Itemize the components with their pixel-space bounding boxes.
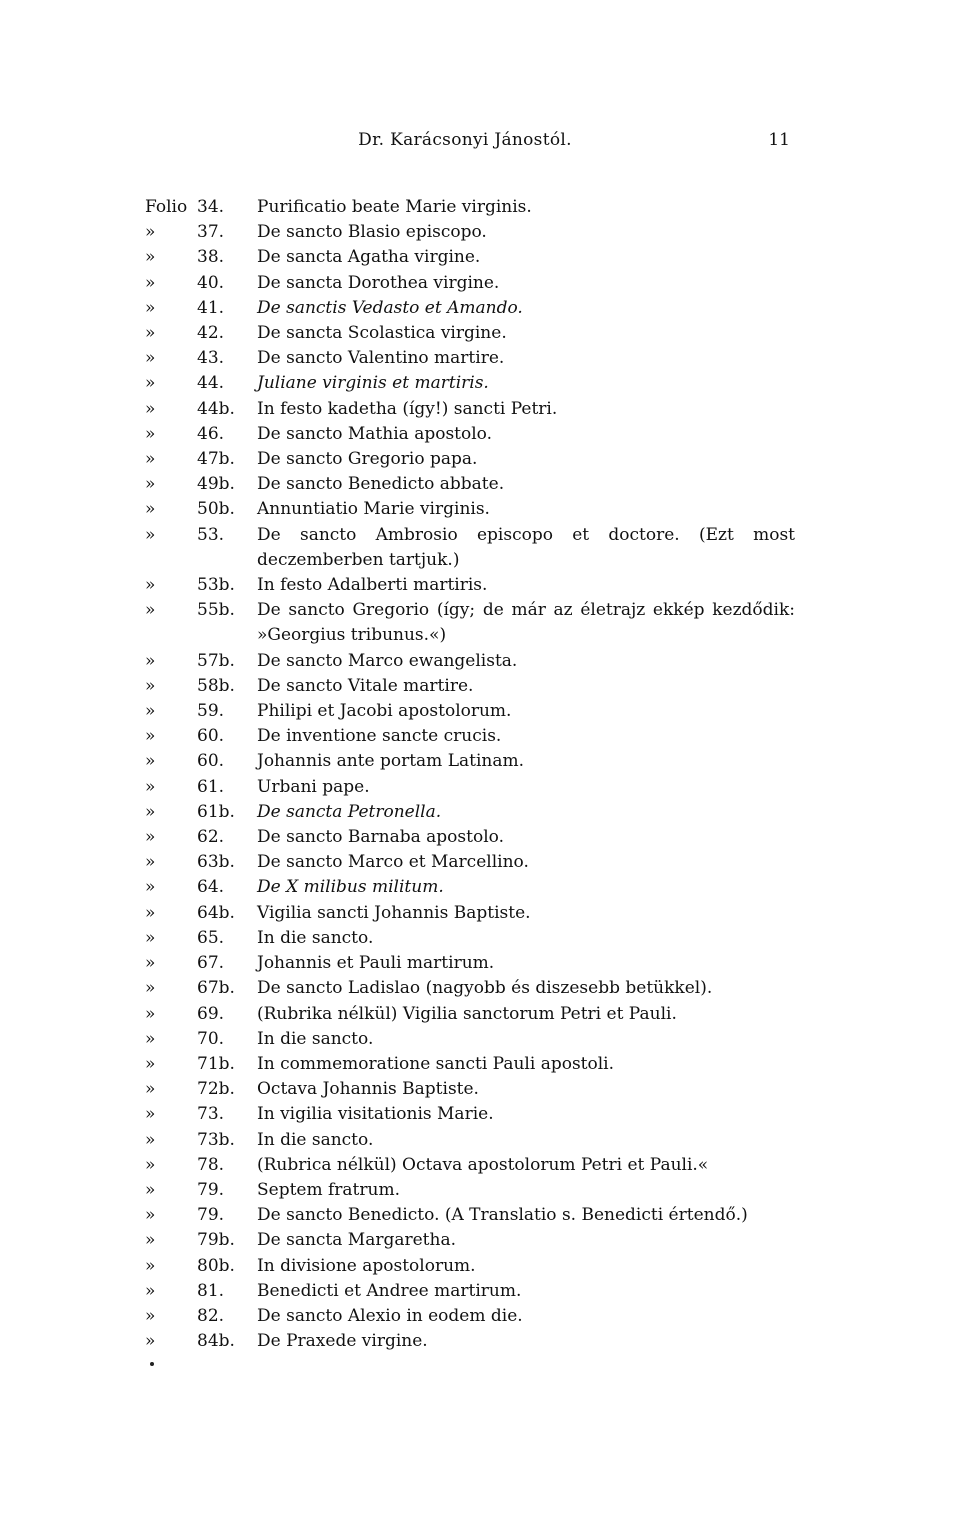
folio-label: » <box>145 1331 156 1352</box>
entry-text: De sancto Valentino martire. <box>257 348 505 369</box>
entry-text: De sancto Alexio in eodem die. <box>257 1305 523 1326</box>
entry-text: De sancta Dorothea virgine. <box>257 272 500 293</box>
folio-number: 61b. <box>197 801 235 822</box>
entry-text: De sancto Blasio episcopo. <box>257 222 487 243</box>
entry-text: (Rubrica nélkül) Octava apostolorum Petri et Pauli.« <box>257 1154 709 1175</box>
entry-text: De sancta Agatha virgine. <box>257 247 481 268</box>
folio-label: Folio <box>145 197 188 217</box>
folio-label: » <box>145 272 156 293</box>
list-item <box>145 321 795 346</box>
entry-text: De sanctis Vedasto et Amando. <box>257 297 523 318</box>
list-item <box>145 976 795 1001</box>
folio-label: » <box>145 675 156 696</box>
entry-text: In die sancto. <box>257 1129 374 1150</box>
list-item <box>145 901 795 926</box>
folio-label: » <box>145 474 156 495</box>
folio-label: » <box>145 1053 156 1074</box>
list-item <box>145 825 795 850</box>
entry-text: (Rubrika nélkül) Vigilia sanctorum Petri et Pauli. <box>257 1003 677 1024</box>
folio-number: 57b. <box>197 650 235 671</box>
folio-number: 34. <box>197 197 225 217</box>
folio-label: » <box>145 776 156 797</box>
folio-number: 50b. <box>197 499 235 520</box>
folio-number: 73. <box>197 1104 225 1125</box>
folio-label: » <box>145 927 156 948</box>
folio-label: » <box>145 1104 156 1125</box>
folio-label: » <box>145 852 156 873</box>
list-item <box>145 1304 795 1329</box>
page-number: 11 <box>768 130 790 150</box>
folio-label: » <box>145 701 156 722</box>
folio-number: 60. <box>197 726 225 747</box>
list-item <box>145 497 795 522</box>
list-item <box>145 1052 795 1077</box>
folio-number: 43. <box>197 348 225 369</box>
entry-text: De sancto Vitale martire. <box>257 675 474 696</box>
list-item <box>145 195 795 220</box>
folio-label: » <box>145 373 156 394</box>
list-item <box>145 1178 795 1203</box>
folio-label: » <box>145 600 156 621</box>
list-item <box>145 724 795 749</box>
list-item <box>145 1228 795 1253</box>
folio-number: 49b. <box>197 474 235 495</box>
folio-number: 37. <box>197 222 225 243</box>
list-item <box>145 1279 795 1304</box>
entry-text: In festo kadetha (így!) sancti Petri. <box>257 398 558 419</box>
folio-number: 41. <box>197 297 225 318</box>
ink-speck <box>150 1362 154 1366</box>
entry-text: In die sancto. <box>257 1028 374 1049</box>
entry-text: Philipi et Jacobi apostolorum. <box>257 701 512 722</box>
folio-label: » <box>145 524 156 545</box>
entry-text: Benedicti et Andree martirum. <box>257 1280 522 1301</box>
list-item <box>145 1102 795 1127</box>
folio-label: » <box>145 650 156 671</box>
list-item <box>145 271 795 296</box>
folio-label: » <box>145 726 156 747</box>
list-item <box>145 775 795 800</box>
list-item <box>145 1153 795 1178</box>
entry-text: Septem fratrum. <box>257 1179 400 1200</box>
list-item <box>145 850 795 875</box>
folio-number: 64b. <box>197 902 235 923</box>
entry-text: In die sancto. <box>257 927 374 948</box>
folio-number: 70. <box>197 1028 225 1049</box>
folio-number: 69. <box>197 1003 225 1024</box>
folio-number: 84b. <box>197 1331 235 1352</box>
list-item <box>145 1203 795 1228</box>
folio-label: » <box>145 1003 156 1024</box>
entry-text: De sancto Benedicto abbate. <box>257 474 505 495</box>
folio-label: » <box>145 1230 156 1251</box>
list-item <box>145 447 795 472</box>
list-item <box>145 346 795 371</box>
entry-text: De sancto Gregorio (így; de már az életrajz ekkép kezdődik: »Georgius tribunus.«) <box>257 600 795 646</box>
list-item <box>145 749 795 774</box>
folio-number: 38. <box>197 247 225 268</box>
list-item <box>145 472 795 497</box>
list-item <box>145 951 795 976</box>
list-item <box>145 1002 795 1027</box>
folio-number: 78. <box>197 1154 225 1175</box>
folio-label: » <box>145 423 156 444</box>
folio-number: 55b. <box>197 600 235 621</box>
list-item <box>145 699 795 724</box>
entry-text: De sancto Barnaba apostolo. <box>257 827 504 848</box>
list-item <box>145 573 795 598</box>
entry-text: Vigilia sancti Johannis Baptiste. <box>257 902 531 923</box>
folio-number: 79. <box>197 1205 225 1226</box>
list-item <box>145 220 795 245</box>
folio-number: 46. <box>197 423 225 444</box>
folio-label: » <box>145 1205 156 1226</box>
entry-text: De inventione sancte crucis. <box>257 726 502 747</box>
folio-label: » <box>145 827 156 848</box>
folio-label: » <box>145 575 156 596</box>
entry-text: Purificatio beate Marie virginis. <box>257 197 532 217</box>
folio-number: 58b. <box>197 675 235 696</box>
folio-label: » <box>145 1154 156 1175</box>
folio-number: 42. <box>197 323 225 344</box>
folio-number: 73b. <box>197 1129 235 1150</box>
folio-number: 79b. <box>197 1230 235 1251</box>
folio-number: 80b. <box>197 1255 235 1276</box>
folio-label: » <box>145 222 156 243</box>
folio-number: 64. <box>197 877 225 898</box>
folio-label: » <box>145 978 156 999</box>
folio-number: 40. <box>197 272 225 293</box>
entry-text: Johannis ante portam Latinam. <box>257 751 525 772</box>
folio-label: » <box>145 348 156 369</box>
folio-number: 62. <box>197 827 225 848</box>
entry-text: De sancto Marco et Marcellino. <box>257 852 529 873</box>
folio-label: » <box>145 499 156 520</box>
list-item <box>145 649 795 674</box>
folio-number: 53. <box>197 524 225 545</box>
folio-number: 67. <box>197 953 225 974</box>
entry-text: In festo Adalberti martiris. <box>257 575 488 596</box>
list-item <box>145 800 795 825</box>
folio-label: » <box>145 953 156 974</box>
list-item <box>145 598 795 648</box>
entry-text: In commemoratione sancti Pauli apostoli. <box>257 1053 615 1074</box>
list-item <box>145 397 795 422</box>
folio-label: » <box>145 902 156 923</box>
entry-text: Annuntiatio Marie virginis. <box>257 499 490 520</box>
entry-text: De Praxede virgine. <box>257 1331 428 1352</box>
entry-text: De X milibus militum. <box>257 877 444 898</box>
entry-text: Urbani pape. <box>257 776 370 797</box>
entry-text: In divisione apostolorum. <box>257 1255 476 1276</box>
folio-number: 44. <box>197 373 225 394</box>
entry-text: De sancto Gregorio papa. <box>257 449 478 470</box>
list-item <box>145 1329 795 1354</box>
folio-number: 53b. <box>197 575 235 596</box>
entry-text: De sancto Marco ewangelista. <box>257 650 518 671</box>
folio-number: 63b. <box>197 852 235 873</box>
folio-number: 44b. <box>197 398 235 419</box>
entry-text: De sancta Scolastica virgine. <box>257 323 507 344</box>
entry-text: De sancto Ladislao (nagyobb és diszesebb betükkel). <box>257 978 713 999</box>
folio-number: 67b. <box>197 978 235 999</box>
folio-number: 61. <box>197 776 225 797</box>
list-item <box>145 523 795 573</box>
list-item <box>145 674 795 699</box>
folio-label: » <box>145 1179 156 1200</box>
list-item <box>145 422 795 447</box>
folio-label: » <box>145 1255 156 1276</box>
folio-label: » <box>145 398 156 419</box>
folio-label: » <box>145 323 156 344</box>
entry-text: De sancto Ambrosio episcopo et doctore. (Ezt most deczemberben tartjuk.) <box>257 524 795 570</box>
folio-label: » <box>145 877 156 898</box>
list-item <box>145 1027 795 1052</box>
list-item <box>145 296 795 321</box>
folio-label: » <box>145 1129 156 1150</box>
folio-label: » <box>145 1280 156 1301</box>
list-item <box>145 371 795 396</box>
folio-label: » <box>145 1079 156 1100</box>
entry-text: De sancta Petronella. <box>257 801 442 822</box>
folio-number: 65. <box>197 927 225 948</box>
folio-label: » <box>145 801 156 822</box>
folio-number: 60. <box>197 751 225 772</box>
entry-text: Johannis et Pauli martirum. <box>257 953 495 974</box>
list-item <box>145 1254 795 1279</box>
folio-label: » <box>145 751 156 772</box>
entry-text: De sancta Margaretha. <box>257 1230 456 1251</box>
folio-label: » <box>145 1028 156 1049</box>
list-item <box>145 245 795 270</box>
entry-text: Juliane virginis et martiris. <box>257 373 489 394</box>
folio-label: » <box>145 449 156 470</box>
folio-number: 59. <box>197 701 225 722</box>
folio-index-list <box>145 195 795 1354</box>
entry-text: De sancto Mathia apostolo. <box>257 423 493 444</box>
folio-label: » <box>145 247 156 268</box>
folio-label: » <box>145 1305 156 1326</box>
entry-text: De sancto Benedicto. (A Translatio s. Benedicti értendő.) <box>257 1205 748 1226</box>
list-item <box>145 1128 795 1153</box>
entry-text: Octava Johannis Baptiste. <box>257 1079 479 1100</box>
entry-text: In vigilia visitationis Marie. <box>257 1104 494 1125</box>
list-item <box>145 1077 795 1102</box>
folio-number: 82. <box>197 1305 225 1326</box>
folio-number: 71b. <box>197 1053 235 1074</box>
folio-number: 79. <box>197 1179 225 1200</box>
folio-number: 81. <box>197 1280 225 1301</box>
running-head <box>140 130 790 158</box>
folio-number: 47b. <box>197 449 235 470</box>
list-item <box>145 926 795 951</box>
list-item <box>145 875 795 900</box>
folio-number: 72b. <box>197 1079 235 1100</box>
folio-label: » <box>145 297 156 318</box>
running-title: Dr. Karácsonyi Jánostól. <box>358 130 572 150</box>
